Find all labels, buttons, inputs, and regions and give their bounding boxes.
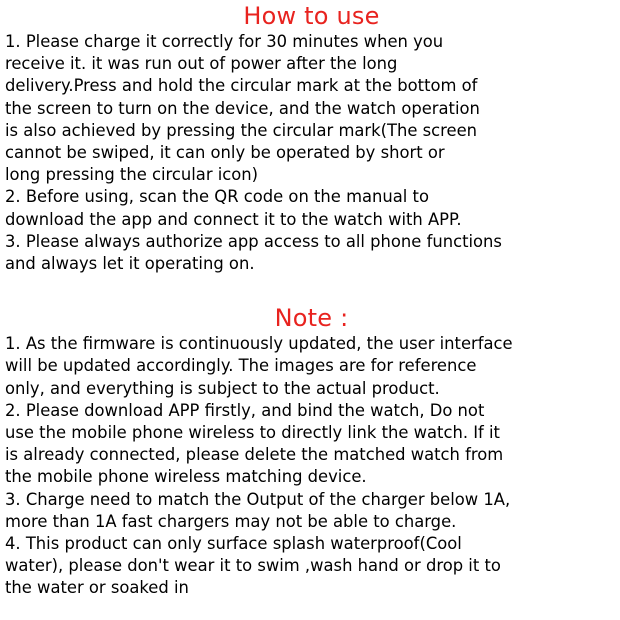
- note-line: 2. Please download APP firstly, and bind the watch, Do not: [5, 400, 485, 420]
- how-to-use-line: is also achieved by pressing the circular mark(The screen: [5, 120, 478, 140]
- how-to-use-title: How to use: [243, 2, 380, 30]
- how-to-use-line: the screen to turn on the device, and the watch operation: [5, 98, 480, 118]
- how-to-use-line: download the app and connect it to the watch with APP.: [5, 209, 462, 229]
- how-to-use-line: long pressing the circular icon): [5, 165, 259, 185]
- how-to-use-line: cannot be swiped, it can only be operated by short or: [5, 143, 445, 163]
- note-line: is already connected, please delete the matched watch from: [5, 445, 504, 465]
- note-line: 3. Charge need to match the Output of the charger below 1A,: [5, 489, 511, 509]
- how-to-use-line: 3. Please always authorize app access to all phone functions: [5, 231, 502, 251]
- note-line: only, and everything is subject to the actual product.: [5, 378, 440, 398]
- note-line: water), please don't wear it to swim ,wash hand or drop it to: [5, 556, 501, 576]
- how-to-use-line: and always let it operating on.: [5, 254, 255, 274]
- note-line: the mobile phone wireless matching device.: [5, 467, 367, 487]
- how-to-use-line: receive it. it was run out of power after the long: [5, 54, 398, 74]
- note-line: more than 1A fast chargers may not be able to charge.: [5, 511, 457, 531]
- note-line: the water or soaked in: [5, 578, 189, 598]
- note-line: will be updated accordingly. The images are for reference: [5, 356, 477, 376]
- note-text: [5, 333, 618, 599]
- how-to-use-line: 2. Before using, scan the QR code on the manual to: [5, 187, 429, 207]
- note-line: 1. As the firmware is continuously updated, the user interface: [5, 334, 513, 354]
- note-line: use the mobile phone wireless to directly link the watch. If it: [5, 423, 500, 443]
- how-to-use-line: 1. Please charge it correctly for 30 minutes when you: [5, 32, 444, 51]
- note-line: 4. This product can only surface splash waterproof(Cool: [5, 534, 462, 554]
- how-to-use-text: [5, 31, 618, 275]
- how-to-use-line: delivery.Press and hold the circular mark at the bottom of: [5, 76, 478, 96]
- note-title: Note :: [274, 304, 349, 333]
